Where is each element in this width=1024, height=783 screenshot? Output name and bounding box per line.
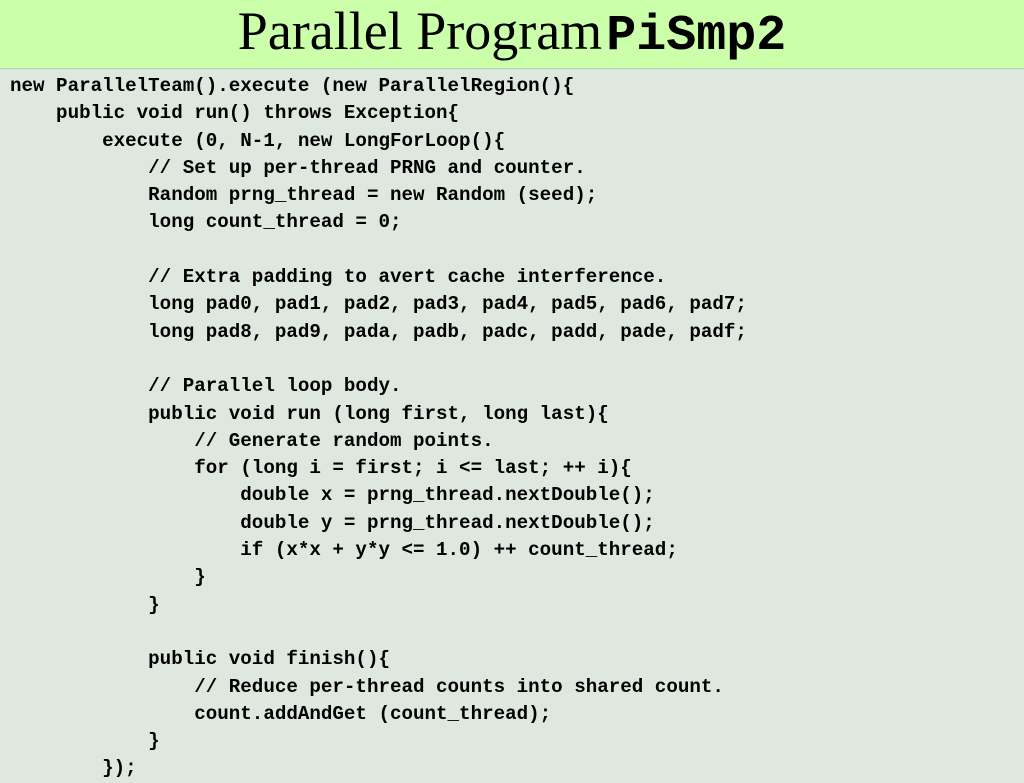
code-line: count.addAndGet (count_thread); <box>10 702 552 725</box>
code-line <box>10 237 747 264</box>
code-line: } <box>10 566 206 589</box>
code-line: for (long i = first; i <= last; ++ i){ <box>10 457 632 480</box>
code-line <box>10 619 747 646</box>
code-line: double y = prng_thread.nextDouble(); <box>10 511 655 534</box>
code-line: // Set up per-thread PRNG and counter. <box>10 156 586 179</box>
code-line: // Extra padding to avert cache interference. <box>10 266 667 289</box>
code-line: long pad8, pad9, pada, padb, padc, padd, pade, padf; <box>10 320 747 343</box>
code-line: long count_thread = 0; <box>10 211 402 234</box>
code-line: }); <box>10 757 137 780</box>
code-line: } <box>10 593 160 616</box>
code-line: public void run (long first, long last){ <box>10 402 609 425</box>
code-line: public void run() throws Exception{ <box>10 102 460 125</box>
code-line: execute (0, N-1, new LongForLoop(){ <box>10 129 506 152</box>
code-block <box>10 73 747 783</box>
code-line: } <box>10 730 160 753</box>
code-line: double x = prng_thread.nextDouble(); <box>10 484 655 507</box>
title-text: Parallel Program <box>237 1 603 61</box>
code-line: new ParallelTeam().execute (new ParallelRegion(){ <box>10 75 575 97</box>
code-line <box>10 346 747 373</box>
code-line: Random prng_thread = new Random (seed); <box>10 184 598 207</box>
code-line: // Generate random points. <box>10 429 494 452</box>
code-line: public void finish(){ <box>10 648 390 671</box>
title-bar <box>0 0 1024 69</box>
slide-title <box>238 0 786 68</box>
code-line: // Reduce per-thread counts into shared count. <box>10 675 724 698</box>
code-line: // Parallel loop body. <box>10 375 402 398</box>
code-line: if (x*x + y*y <= 1.0) ++ count_thread; <box>10 539 678 562</box>
code-line: long pad0, pad1, pad2, pad3, pad4, pad5, pad6, pad7; <box>10 293 747 316</box>
title-program-name: PiSmp2 <box>606 8 787 65</box>
